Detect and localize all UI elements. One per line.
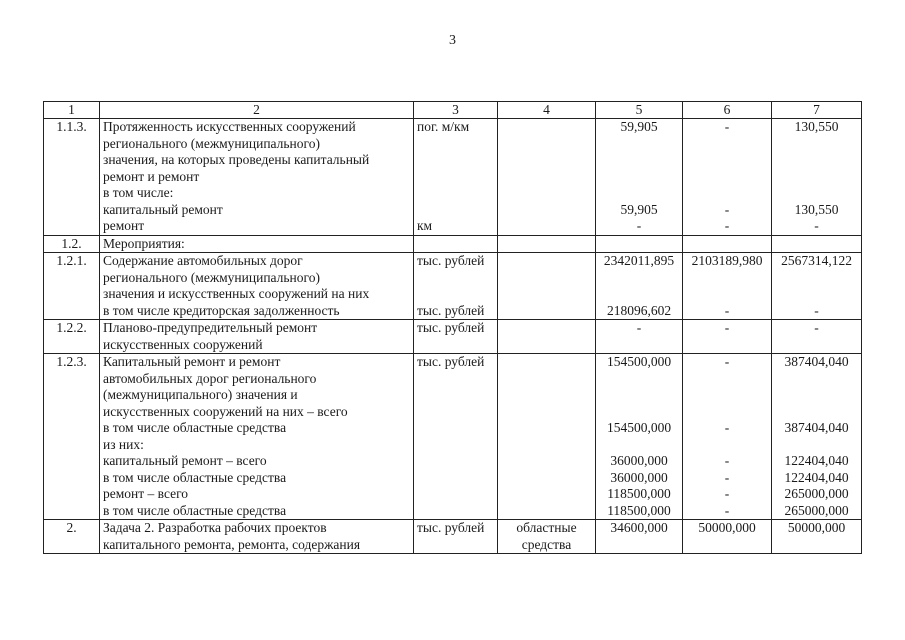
cell-line: 59,905: [620, 119, 658, 134]
cell-line: тыс. рублей: [417, 302, 485, 318]
cell-line: 154500,000: [606, 420, 672, 435]
table-row: [44, 354, 862, 520]
cell-line: -: [724, 320, 730, 335]
cell-line: тыс. рублей: [417, 354, 485, 369]
cell-line: 130,550: [794, 119, 839, 134]
table-row: [44, 119, 862, 236]
cell-line: 122404,040: [784, 453, 849, 468]
cell-line: областные: [516, 520, 577, 535]
table-row: [44, 235, 862, 253]
cell-line: 122404,040: [784, 469, 849, 485]
value-col7-cell: [772, 235, 862, 253]
table-row: [44, 320, 862, 354]
cell-line: -: [724, 218, 730, 233]
header-cell: 2: [100, 102, 414, 119]
cell-line: пог. м/км: [417, 119, 470, 134]
cell-line: искусственных сооружений: [103, 336, 263, 352]
row-number: 1.1.3.: [56, 119, 87, 134]
cell-line: -: [636, 218, 642, 233]
indicator-name-cell: [100, 320, 414, 354]
cell-line: тыс. рублей: [417, 253, 485, 268]
indicator-name-cell: [100, 119, 414, 236]
cell-line: Содержание автомобильных дорог: [103, 253, 303, 268]
value-col5-cell: [596, 320, 683, 354]
indicator-name-cell: [100, 520, 414, 554]
value-col5-cell: [596, 520, 683, 554]
cell-line: 50000,000: [787, 520, 846, 535]
header-cell: 5: [596, 102, 683, 119]
indicator-name-cell: [100, 354, 414, 520]
cell-line: Планово-предупредительный ремонт: [103, 320, 318, 335]
funding-source-cell: [498, 520, 596, 554]
cell-line: 118500,000: [607, 486, 671, 501]
cell-line: -: [724, 486, 730, 501]
cell-line: искусственных сооружений на них – всего: [103, 403, 348, 419]
value-col7-cell: [772, 354, 862, 520]
cell-line: 218096,602: [606, 302, 672, 318]
cell-line: регионального (межмуниципального): [103, 135, 320, 151]
cell-line: из них:: [103, 436, 144, 452]
value-col6-cell: [683, 253, 772, 320]
cell-line: -: [724, 469, 730, 485]
unit-cell: [414, 354, 498, 520]
cell-line: -: [814, 320, 819, 335]
header-cell: 1: [44, 102, 100, 119]
cell-line: ремонт: [103, 218, 145, 233]
cell-line: км: [417, 218, 433, 233]
cell-line: -: [724, 354, 730, 369]
row-number-cell: [44, 520, 100, 554]
cell-line: в том числе областные средства: [103, 469, 287, 485]
row-number-cell: [44, 354, 100, 520]
cell-line: 387404,040: [784, 420, 849, 435]
header-cell: 7: [772, 102, 862, 119]
cell-line: -: [724, 302, 730, 318]
value-col5-cell: [596, 119, 683, 236]
row-number: 1.2.: [61, 235, 82, 251]
cell-line: 130,550: [794, 201, 839, 217]
cell-line: в том числе областные средства: [103, 420, 287, 435]
cell-line: средства: [521, 536, 572, 552]
cell-line: 34600,000: [610, 520, 668, 535]
cell-line: капитального ремонта, ремонта, содержания: [103, 536, 361, 552]
value-col5-cell: [596, 235, 683, 253]
cell-line: 59,905: [620, 201, 658, 217]
funding-source-cell: [498, 119, 596, 236]
cell-line: Мероприятия:: [103, 235, 185, 251]
value-col6-cell: [683, 354, 772, 520]
row-number: 1.2.3.: [56, 354, 87, 369]
funding-source-cell: [498, 320, 596, 354]
cell-line: регионального (межмуниципального): [103, 269, 320, 285]
unit-cell: [414, 253, 498, 320]
cell-line: тыс. рублей: [417, 520, 485, 535]
cell-line: 36000,000: [610, 453, 668, 468]
row-number: 1.2.1.: [56, 253, 87, 268]
cell-line: значения, на которых проведены капитальный: [103, 152, 370, 167]
value-col7-cell: [772, 253, 862, 320]
value-col7-cell: [772, 520, 862, 554]
row-number: 1.2.2.: [56, 320, 87, 335]
row-number-cell: [44, 235, 100, 253]
funding-source-cell: [498, 253, 596, 320]
row-number-cell: [44, 320, 100, 354]
cell-line: 154500,000: [606, 354, 672, 369]
cell-line: автомобильных дорог регионального: [103, 370, 317, 386]
unit-cell: [414, 235, 498, 253]
cell-line: -: [724, 502, 730, 518]
unit-cell: [414, 119, 498, 236]
cell-line: -: [724, 201, 730, 217]
cell-line: -: [814, 218, 819, 233]
cell-line: значения и искусственных сооружений на них: [103, 286, 370, 301]
row-number: 2.: [66, 520, 77, 535]
cell-line: 118500,000: [607, 502, 671, 518]
value-col5-cell: [596, 253, 683, 320]
value-col7-cell: [772, 119, 862, 236]
cell-line: 2567314,122: [781, 253, 852, 268]
cell-line: Задача 2. Разработка рабочих проектов: [103, 520, 327, 535]
cell-line: 265000,000: [784, 502, 849, 518]
table-body: [44, 119, 862, 554]
cell-line: -: [636, 320, 642, 335]
cell-line: капитальный ремонт – всего: [103, 453, 267, 468]
cell-line: ремонт – всего: [103, 486, 189, 501]
plan-table: [43, 101, 862, 554]
value-col6-cell: [683, 520, 772, 554]
header-cell: 4: [498, 102, 596, 119]
header-cell: 6: [683, 102, 772, 119]
cell-line: в том числе кредиторская задолженность: [103, 302, 340, 318]
cell-line: -: [724, 420, 730, 435]
cell-line: -: [814, 302, 819, 318]
cell-line: в том числе:: [103, 185, 174, 200]
row-number-cell: [44, 253, 100, 320]
cell-line: (межмуниципального) значения и: [103, 387, 298, 402]
row-number-cell: [44, 119, 100, 236]
table-row: [44, 253, 862, 320]
indicator-name-cell: [100, 235, 414, 253]
table-header-row: [44, 102, 862, 119]
value-col6-cell: [683, 119, 772, 236]
value-col6-cell: [683, 235, 772, 253]
cell-line: ремонт и ремонт: [103, 168, 200, 184]
cell-line: 2342011,895: [603, 253, 675, 268]
cell-line: 265000,000: [784, 486, 849, 501]
cell-line: 50000,000: [698, 520, 756, 535]
header-cell: 3: [414, 102, 498, 119]
value-col7-cell: [772, 320, 862, 354]
cell-line: 36000,000: [610, 469, 668, 485]
unit-cell: [414, 320, 498, 354]
cell-line: -: [724, 453, 730, 468]
funding-source-cell: [498, 354, 596, 520]
cell-line: Капитальный ремонт и ремонт: [103, 354, 281, 369]
cell-line: -: [724, 119, 730, 134]
cell-line: Протяженность искусственных сооружений: [103, 119, 356, 134]
cell-line: капитальный ремонт: [103, 201, 223, 217]
unit-cell: [414, 520, 498, 554]
page-number: 3: [449, 33, 456, 48]
cell-line: 387404,040: [784, 354, 849, 369]
value-col5-cell: [596, 354, 683, 520]
cell-line: 2103189,980: [691, 253, 763, 268]
cell-line: тыс. рублей: [417, 320, 485, 335]
funding-source-cell: [498, 235, 596, 253]
value-col6-cell: [683, 320, 772, 354]
indicator-name-cell: [100, 253, 414, 320]
cell-line: в том числе областные средства: [103, 502, 287, 518]
table-row: [44, 520, 862, 554]
